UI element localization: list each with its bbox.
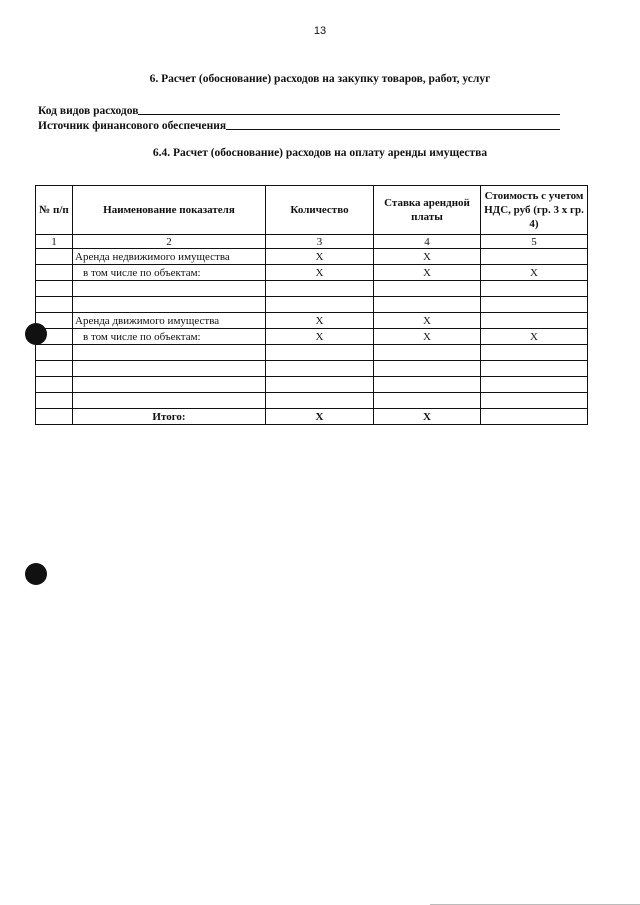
table-cell: [374, 377, 481, 393]
table-header-row: [36, 186, 588, 235]
total-label: Итого:: [73, 409, 266, 425]
table-cell: Аренда движимого имущества: [73, 313, 266, 329]
header-cell-cost: Стоимость с учетом НДС, руб (гр. 3 х гр. 4): [481, 186, 588, 235]
table-cell: [374, 393, 481, 409]
column-number: 5: [481, 235, 588, 249]
table-cell: [481, 409, 588, 425]
header-cell-rate: Ставка арендной платы: [374, 186, 481, 235]
table-cell: X: [266, 313, 374, 329]
table-cell: X: [374, 409, 481, 425]
table-cell: в том числе по объектам:: [73, 265, 266, 281]
table-row: [36, 265, 588, 281]
table-cell: [481, 297, 588, 313]
table-cell: [266, 281, 374, 297]
table-cell: [73, 297, 266, 313]
expense-code-field: [38, 103, 560, 117]
table-cell: [36, 377, 73, 393]
table-cell: [266, 345, 374, 361]
column-number: 4: [374, 235, 481, 249]
table-row: [36, 313, 588, 329]
table-cell: [266, 297, 374, 313]
table-row: [36, 329, 588, 345]
table-cell: [266, 361, 374, 377]
header-cell-quantity: Количество: [266, 186, 374, 235]
table-cell: [481, 281, 588, 297]
expense-code-label: Код видов расходов: [38, 105, 139, 117]
table-cell: X: [481, 265, 588, 281]
total-row: [36, 409, 588, 425]
table-row: [36, 393, 588, 409]
column-number: 3: [266, 235, 374, 249]
column-number: 2: [73, 235, 266, 249]
table-cell: [266, 377, 374, 393]
table-cell: [481, 361, 588, 377]
table-cell: [481, 313, 588, 329]
table-cell: [36, 249, 73, 265]
binder-hole-mark: [25, 323, 47, 345]
binder-hole-mark: [25, 563, 47, 585]
table-cell: [374, 281, 481, 297]
table-cell: [481, 345, 588, 361]
table-row: [36, 297, 588, 313]
table-cell: X: [374, 265, 481, 281]
table-cell: X: [266, 265, 374, 281]
table-cell: X: [266, 329, 374, 345]
expense-code-underline: [138, 113, 560, 115]
header-cell-indicator: Наименование показателя: [73, 186, 266, 235]
table-cell: [73, 345, 266, 361]
table-cell: [36, 281, 73, 297]
table-cell: [374, 297, 481, 313]
table-cell: X: [374, 313, 481, 329]
header-cell-number: № п/п: [36, 186, 73, 235]
table-cell: [481, 393, 588, 409]
table-cell: [73, 281, 266, 297]
section-title: 6. Расчет (обоснование) расходов на закупку товаров, работ, услуг: [149, 73, 491, 85]
table-cell: [266, 393, 374, 409]
table-cell: [36, 361, 73, 377]
table-cell: X: [266, 249, 374, 265]
table-cell: [73, 361, 266, 377]
funding-source-field: [38, 118, 560, 132]
table-row: [36, 281, 588, 297]
table-row: [36, 377, 588, 393]
table-cell: [36, 265, 73, 281]
table-cell: X: [374, 249, 481, 265]
table-cell: [73, 393, 266, 409]
table-cell: [374, 345, 481, 361]
page-number: 13: [313, 25, 327, 37]
table-cell: [73, 377, 266, 393]
table-cell: Аренда недвижимого имущества: [73, 249, 266, 265]
funding-source-underline: [226, 128, 560, 130]
table-cell: [481, 249, 588, 265]
table-cell: в том числе по объектам:: [73, 329, 266, 345]
table-cell: [374, 361, 481, 377]
table-row: [36, 345, 588, 361]
table-cell: [36, 297, 73, 313]
table-cell: [36, 393, 73, 409]
funding-source-label: Источник финансового обеспечения: [38, 120, 227, 132]
subsection-title: 6.4. Расчет (обоснование) расходов на оплату аренды имущества: [152, 147, 488, 159]
rent-calculation-table: [35, 185, 588, 425]
table-cell: X: [266, 409, 374, 425]
table-cell: X: [374, 329, 481, 345]
column-number: 1: [36, 235, 73, 249]
table-cell: [36, 345, 73, 361]
table-cell: X: [481, 329, 588, 345]
table-row: [36, 361, 588, 377]
table-cell: [481, 377, 588, 393]
column-number-row: [36, 235, 588, 249]
table-row: [36, 249, 588, 265]
table-cell: [36, 409, 73, 425]
